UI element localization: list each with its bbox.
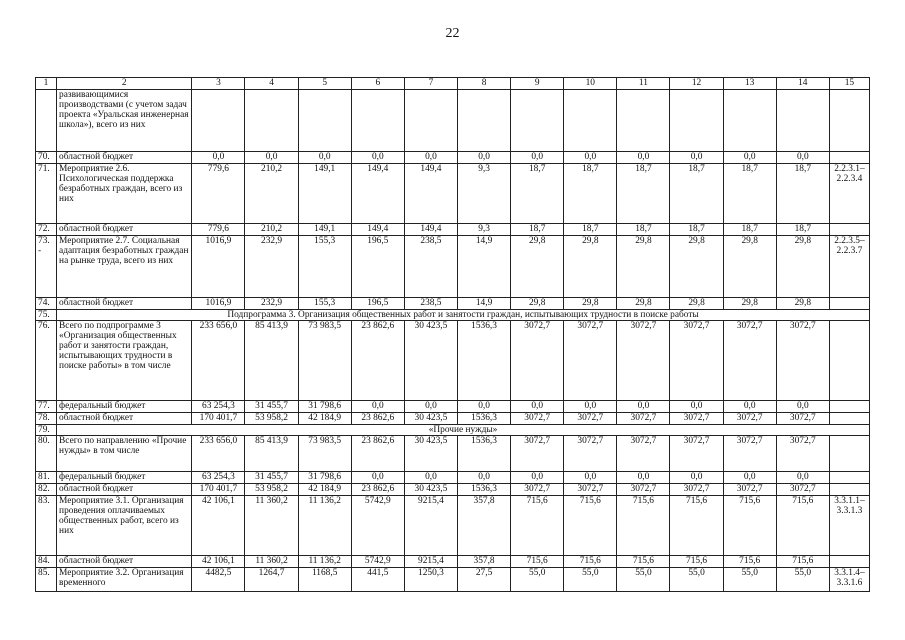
value-cell: 149,4	[404, 164, 457, 224]
value-cell: 30 423,5	[404, 484, 457, 496]
value-cell	[457, 90, 510, 152]
row-number: 85.	[36, 568, 57, 592]
value-cell: 29,8	[776, 298, 829, 310]
value-cell: 155,3	[298, 298, 351, 310]
reference-cell	[829, 484, 869, 496]
value-cell: 30 423,5	[404, 413, 457, 425]
value-cell: 170 401,7	[192, 484, 245, 496]
value-cell: 3072,7	[776, 321, 829, 401]
table-row	[36, 401, 870, 413]
value-cell	[564, 90, 617, 152]
reference-cell	[829, 298, 869, 310]
value-cell: 14,9	[457, 236, 510, 298]
value-cell: 18,7	[564, 224, 617, 236]
row-name: Всего по направлению «Прочие нужды» в том числе	[57, 436, 192, 472]
value-cell: 29,8	[564, 298, 617, 310]
row-number: 78.	[36, 413, 57, 425]
table-row	[36, 152, 870, 164]
value-cell	[776, 90, 829, 152]
value-cell: 779,6	[192, 224, 245, 236]
row-number: 84.	[36, 556, 57, 568]
value-cell: 3072,7	[564, 321, 617, 401]
row-number: 71.	[36, 164, 57, 224]
row-number: 82.	[36, 484, 57, 496]
value-cell	[511, 90, 564, 152]
value-cell: 9215,4	[404, 556, 457, 568]
row-name: Мероприятие 3.1. Организация проведения оплачиваемых общественных работ, всего из них	[57, 496, 192, 556]
value-cell: 0,0	[723, 401, 776, 413]
value-cell: 715,6	[511, 556, 564, 568]
reference-cell: 2.2.3.1– 2.2.3.4	[829, 164, 869, 224]
reference-cell: 3.3.1.4– 3.3.1.6	[829, 568, 869, 592]
row-name: Мероприятие 2.6. Психологическая поддержка безработных граждан, всего из них	[57, 164, 192, 224]
table-row	[36, 425, 870, 436]
value-cell: 73 983,5	[298, 436, 351, 472]
value-cell: 0,0	[404, 152, 457, 164]
value-cell: 29,8	[511, 236, 564, 298]
value-cell: 0,0	[670, 472, 723, 484]
value-cell: 42 106,1	[192, 496, 245, 556]
column-number: 14	[776, 78, 829, 90]
value-cell: 0,0	[776, 472, 829, 484]
value-cell: 18,7	[511, 164, 564, 224]
value-cell: 0,0	[511, 472, 564, 484]
value-cell: 715,6	[617, 556, 670, 568]
table-row	[36, 321, 870, 401]
value-cell: 3072,7	[564, 413, 617, 425]
value-cell: 18,7	[670, 164, 723, 224]
value-cell: 3072,7	[670, 436, 723, 472]
value-cell: 3072,7	[670, 484, 723, 496]
value-cell: 3072,7	[617, 321, 670, 401]
section-title: «Прочие нужды»	[57, 425, 870, 436]
column-number: 9	[511, 78, 564, 90]
value-cell: 31 455,7	[245, 401, 298, 413]
value-cell: 9,3	[457, 224, 510, 236]
value-cell: 1536,3	[457, 321, 510, 401]
value-cell: 196,5	[351, 236, 404, 298]
value-cell: 18,7	[617, 224, 670, 236]
value-cell: 232,9	[245, 298, 298, 310]
value-cell: 0,0	[564, 152, 617, 164]
value-cell: 29,8	[617, 298, 670, 310]
value-cell: 233 656,0	[192, 436, 245, 472]
value-cell: 23 862,6	[351, 484, 404, 496]
value-cell: 1016,9	[192, 298, 245, 310]
value-cell: 18,7	[670, 224, 723, 236]
value-cell: 0,0	[564, 472, 617, 484]
row-name: областной бюджет	[57, 298, 192, 310]
value-cell: 0,0	[457, 401, 510, 413]
value-cell: 73 983,5	[298, 321, 351, 401]
value-cell: 55,0	[776, 568, 829, 592]
value-cell: 18,7	[564, 164, 617, 224]
row-name: областной бюджет	[57, 413, 192, 425]
value-cell: 1016,9	[192, 236, 245, 298]
value-cell: 0,0	[723, 472, 776, 484]
value-cell: 0,0	[670, 152, 723, 164]
value-cell: 170 401,7	[192, 413, 245, 425]
row-number: 75.	[36, 310, 57, 321]
value-cell: 3072,7	[617, 413, 670, 425]
value-cell	[245, 90, 298, 152]
column-number: 4	[245, 78, 298, 90]
row-name: Мероприятие 2.7. Социальная адаптация безработных граждан на рынке труда, всего из них	[57, 236, 192, 298]
value-cell: 23 862,6	[351, 413, 404, 425]
value-cell: 5742,9	[351, 496, 404, 556]
value-cell: 42 106,1	[192, 556, 245, 568]
value-cell: 232,9	[245, 236, 298, 298]
row-number: 83.	[36, 496, 57, 556]
value-cell: 3072,7	[511, 321, 564, 401]
value-cell: 3072,7	[617, 484, 670, 496]
value-cell: 1536,3	[457, 413, 510, 425]
value-cell: 14,9	[457, 298, 510, 310]
value-cell: 3072,7	[617, 436, 670, 472]
value-cell: 29,8	[511, 298, 564, 310]
value-cell: 715,6	[723, 556, 776, 568]
value-cell: 715,6	[776, 496, 829, 556]
column-number: 1	[36, 78, 57, 90]
value-cell: 18,7	[776, 164, 829, 224]
value-cell: 29,8	[723, 298, 776, 310]
value-cell: 5742,9	[351, 556, 404, 568]
value-cell: 27,5	[457, 568, 510, 592]
value-cell: 3072,7	[723, 484, 776, 496]
row-number	[36, 90, 57, 152]
value-cell: 4482,5	[192, 568, 245, 592]
column-number: 13	[723, 78, 776, 90]
value-cell: 29,8	[670, 298, 723, 310]
value-cell: 42 184,9	[298, 413, 351, 425]
row-number: 80.	[36, 436, 57, 472]
value-cell: 53 958,2	[245, 413, 298, 425]
value-cell: 233 656,0	[192, 321, 245, 401]
value-cell: 3072,7	[511, 436, 564, 472]
column-number: 5	[298, 78, 351, 90]
table-row	[36, 496, 870, 556]
value-cell: 0,0	[404, 401, 457, 413]
value-cell: 55,0	[511, 568, 564, 592]
reference-cell	[829, 224, 869, 236]
value-cell: 3072,7	[723, 436, 776, 472]
value-cell: 29,8	[617, 236, 670, 298]
value-cell: 11 360,2	[245, 496, 298, 556]
value-cell: 0,0	[404, 472, 457, 484]
value-cell	[351, 90, 404, 152]
value-cell: 3072,7	[511, 484, 564, 496]
row-name: развивающимися производствами (с учетом задач проекта «Уральская инженерная школа»), всего из них	[57, 90, 192, 152]
value-cell: 0,0	[351, 472, 404, 484]
value-cell: 3072,7	[564, 484, 617, 496]
value-cell: 149,4	[351, 164, 404, 224]
column-number: 11	[617, 78, 670, 90]
value-cell: 210,2	[245, 224, 298, 236]
value-cell: 3072,7	[670, 321, 723, 401]
value-cell: 0,0	[617, 152, 670, 164]
row-name: областной бюджет	[57, 152, 192, 164]
value-cell: 29,8	[723, 236, 776, 298]
value-cell: 0,0	[564, 401, 617, 413]
value-cell: 715,6	[670, 496, 723, 556]
value-cell: 0,0	[670, 401, 723, 413]
value-cell: 0,0	[457, 152, 510, 164]
value-cell: 715,6	[670, 556, 723, 568]
value-cell: 715,6	[564, 556, 617, 568]
value-cell: 0,0	[723, 152, 776, 164]
value-cell: 0,0	[776, 152, 829, 164]
value-cell: 0,0	[298, 152, 351, 164]
value-cell: 3072,7	[564, 436, 617, 472]
value-cell: 42 184,9	[298, 484, 351, 496]
value-cell: 1168,5	[298, 568, 351, 592]
table-row	[36, 298, 870, 310]
value-cell: 55,0	[564, 568, 617, 592]
column-number: 2	[57, 78, 192, 90]
value-cell: 1536,3	[457, 436, 510, 472]
value-cell: 85 413,9	[245, 436, 298, 472]
reference-cell: 2.2.3.5– 2.2.3.7	[829, 236, 869, 298]
row-name: федеральный бюджет	[57, 472, 192, 484]
value-cell: 3072,7	[776, 484, 829, 496]
value-cell: 1250,3	[404, 568, 457, 592]
value-cell: 0,0	[776, 401, 829, 413]
value-cell: 357,8	[457, 556, 510, 568]
row-number: 72.	[36, 224, 57, 236]
reference-cell	[829, 90, 869, 152]
value-cell: 0,0	[351, 401, 404, 413]
value-cell: 715,6	[617, 496, 670, 556]
value-cell: 779,6	[192, 164, 245, 224]
value-cell: 0,0	[457, 472, 510, 484]
value-cell: 9,3	[457, 164, 510, 224]
value-cell: 3072,7	[511, 413, 564, 425]
value-cell: 18,7	[776, 224, 829, 236]
row-number: 74.	[36, 298, 57, 310]
value-cell: 715,6	[776, 556, 829, 568]
value-cell: 210,2	[245, 164, 298, 224]
value-cell: 55,0	[617, 568, 670, 592]
value-cell: 0,0	[192, 152, 245, 164]
page-number: 22	[445, 26, 460, 41]
row-number: 81.	[36, 472, 57, 484]
column-number: 6	[351, 78, 404, 90]
reference-cell	[829, 556, 869, 568]
value-cell	[298, 90, 351, 152]
value-cell: 9215,4	[404, 496, 457, 556]
value-cell: 29,8	[670, 236, 723, 298]
value-cell: 149,4	[351, 224, 404, 236]
reference-cell	[829, 401, 869, 413]
table-row	[36, 90, 870, 152]
row-name: федеральный бюджет	[57, 401, 192, 413]
value-cell: 0,0	[617, 472, 670, 484]
value-cell: 3072,7	[723, 321, 776, 401]
table-row	[36, 224, 870, 236]
value-cell: 238,5	[404, 236, 457, 298]
value-cell: 1536,3	[457, 484, 510, 496]
column-number: 10	[564, 78, 617, 90]
value-cell: 155,3	[298, 236, 351, 298]
value-cell: 55,0	[723, 568, 776, 592]
value-cell: 149,1	[298, 224, 351, 236]
value-cell: 18,7	[723, 224, 776, 236]
value-cell	[617, 90, 670, 152]
table-row	[36, 310, 870, 321]
value-cell: 0,0	[511, 401, 564, 413]
value-cell: 63 254,3	[192, 401, 245, 413]
reference-cell: 3.3.1.1– 3.3.1.3	[829, 496, 869, 556]
column-number: 15	[829, 78, 869, 90]
value-cell: 715,6	[511, 496, 564, 556]
value-cell: 23 862,6	[351, 321, 404, 401]
value-cell	[670, 90, 723, 152]
row-number: 79.	[36, 425, 57, 436]
value-cell: 31 455,7	[245, 472, 298, 484]
row-number: 73. -	[36, 236, 57, 298]
table-row	[36, 472, 870, 484]
value-cell	[404, 90, 457, 152]
table-row	[36, 164, 870, 224]
header-row	[36, 78, 870, 90]
table-row	[36, 568, 870, 592]
value-cell: 1264,7	[245, 568, 298, 592]
value-cell: 11 136,2	[298, 496, 351, 556]
value-cell: 18,7	[511, 224, 564, 236]
value-cell: 29,8	[776, 236, 829, 298]
row-name: областной бюджет	[57, 556, 192, 568]
value-cell: 31 798,6	[298, 401, 351, 413]
value-cell: 0,0	[617, 401, 670, 413]
table-row	[36, 236, 870, 298]
value-cell: 63 254,3	[192, 472, 245, 484]
value-cell: 18,7	[723, 164, 776, 224]
value-cell: 357,8	[457, 496, 510, 556]
value-cell: 149,4	[404, 224, 457, 236]
value-cell: 715,6	[564, 496, 617, 556]
value-cell: 196,5	[351, 298, 404, 310]
value-cell: 29,8	[564, 236, 617, 298]
row-name: областной бюджет	[57, 484, 192, 496]
value-cell: 18,7	[617, 164, 670, 224]
value-cell: 3072,7	[670, 413, 723, 425]
value-cell: 11 360,2	[245, 556, 298, 568]
value-cell: 0,0	[511, 152, 564, 164]
table-row	[36, 413, 870, 425]
value-cell: 31 798,6	[298, 472, 351, 484]
value-cell: 55,0	[670, 568, 723, 592]
row-number: 77.	[36, 401, 57, 413]
reference-cell	[829, 413, 869, 425]
row-name: Мероприятие 3.2. Организация временного	[57, 568, 192, 592]
value-cell	[192, 90, 245, 152]
value-cell: 23 862,6	[351, 436, 404, 472]
value-cell: 0,0	[245, 152, 298, 164]
value-cell: 0,0	[351, 152, 404, 164]
reference-cell	[829, 152, 869, 164]
row-number: 70.	[36, 152, 57, 164]
table-row	[36, 436, 870, 472]
column-number: 8	[457, 78, 510, 90]
reference-cell	[829, 472, 869, 484]
value-cell: 53 958,2	[245, 484, 298, 496]
value-cell: 11 136,2	[298, 556, 351, 568]
column-number: 3	[192, 78, 245, 90]
row-name: областной бюджет	[57, 224, 192, 236]
value-cell: 30 423,5	[404, 321, 457, 401]
value-cell: 238,5	[404, 298, 457, 310]
value-cell: 3072,7	[776, 413, 829, 425]
column-number: 12	[670, 78, 723, 90]
value-cell: 3072,7	[776, 436, 829, 472]
reference-cell	[829, 436, 869, 472]
reference-cell	[829, 321, 869, 401]
value-cell: 715,6	[723, 496, 776, 556]
row-name: Всего по подпрограмме 3 «Организация общественных работ и занятости граждан, испытывающих трудности в поиске работы» в том числе	[57, 321, 192, 401]
section-title: Подпрограмма 3. Организация общественных работ и занятости граждан, испытывающих трудности в поиске работы	[57, 310, 870, 321]
row-number: 76.	[36, 321, 57, 401]
value-cell: 85 413,9	[245, 321, 298, 401]
value-cell: 30 423,5	[404, 436, 457, 472]
value-cell: 441,5	[351, 568, 404, 592]
budget-table	[35, 77, 870, 592]
column-number: 7	[404, 78, 457, 90]
value-cell: 149,1	[298, 164, 351, 224]
value-cell: 3072,7	[723, 413, 776, 425]
value-cell	[723, 90, 776, 152]
table-row	[36, 484, 870, 496]
table-row	[36, 556, 870, 568]
